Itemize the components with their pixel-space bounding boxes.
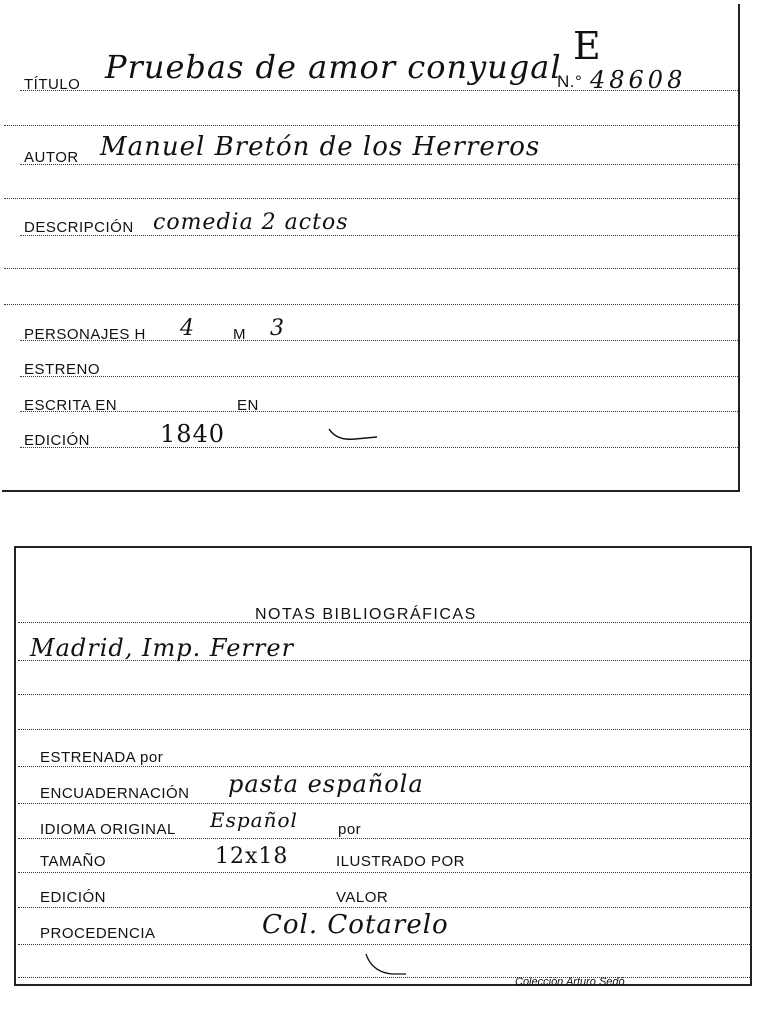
rule-4 — [4, 198, 738, 199]
classification-letter: E — [573, 24, 602, 68]
tamano-label: TAMAÑO — [40, 853, 107, 870]
personajes-m-label: M — [233, 326, 246, 343]
back-rule-estrenada — [18, 766, 752, 767]
procedencia-value: Col. Cotarelo — [262, 910, 449, 940]
notas-value: Madrid, Imp. Ferrer — [30, 634, 295, 662]
numero-label: N.° — [557, 72, 583, 91]
edicion-label: EDICIÓN — [24, 432, 91, 449]
personajes-label: PERSONAJES H — [24, 326, 146, 343]
personajes-h-value: 4 — [180, 316, 195, 341]
pen-stroke-mark-back — [362, 950, 412, 980]
autor-value: Manuel Bretón de los Herreros — [100, 132, 541, 162]
back-rule-procedencia — [18, 944, 752, 945]
autor-label: AUTOR — [24, 149, 79, 166]
idioma-label: IDIOMA ORIGINAL — [40, 821, 176, 838]
idioma-value: Español — [210, 808, 298, 832]
titulo-label: TÍTULO — [24, 76, 81, 93]
rule-escrita — [20, 411, 738, 412]
back-rule-edicion — [18, 907, 752, 908]
rule-edicion — [20, 447, 738, 448]
tamano-value: 12x18 — [215, 844, 289, 869]
back-rule-tamano — [18, 872, 752, 873]
titulo-value: Pruebas de amor conyugal — [105, 48, 562, 86]
rule-autor — [20, 164, 738, 165]
numero-value: 48608 — [590, 66, 687, 94]
rule-7 — [4, 304, 738, 305]
descripcion-value: comedia 2 actos — [153, 210, 349, 235]
back-edicion-label: EDICIÓN — [40, 889, 107, 906]
edicion-value: 1840 — [160, 420, 226, 448]
rule-estreno — [20, 376, 738, 377]
estreno-label: ESTRENO — [24, 361, 101, 378]
back-rule-4 — [18, 729, 752, 730]
rule-6 — [4, 268, 738, 269]
rule-2 — [4, 125, 738, 126]
escrita-label: ESCRITA EN — [24, 397, 118, 414]
pen-stroke-mark — [325, 425, 385, 445]
back-rule-3 — [18, 694, 752, 695]
encuadernacion-label: ENCUADERNACIÓN — [40, 785, 190, 802]
por-label: por — [338, 821, 362, 838]
descripcion-label: DESCRIPCIÓN — [24, 219, 134, 236]
back-rule-encuadernacion — [18, 803, 752, 804]
valor-label: VALOR — [336, 889, 389, 906]
ilustrado-label: ILUSTRADO POR — [336, 853, 466, 870]
procedencia-label: PROCEDENCIA — [40, 925, 156, 942]
encuadernacion-value: pasta española — [228, 770, 424, 798]
back-rule-idioma — [18, 838, 752, 839]
estrenada-label: ESTRENADA por — [40, 749, 164, 766]
notas-heading: NOTAS BIBLIOGRÁFICAS — [255, 606, 477, 623]
collection-footer: Colección Arturo Sedó — [515, 976, 625, 988]
personajes-m-value: 3 — [270, 316, 285, 341]
escrita-en-label: EN — [237, 397, 259, 414]
